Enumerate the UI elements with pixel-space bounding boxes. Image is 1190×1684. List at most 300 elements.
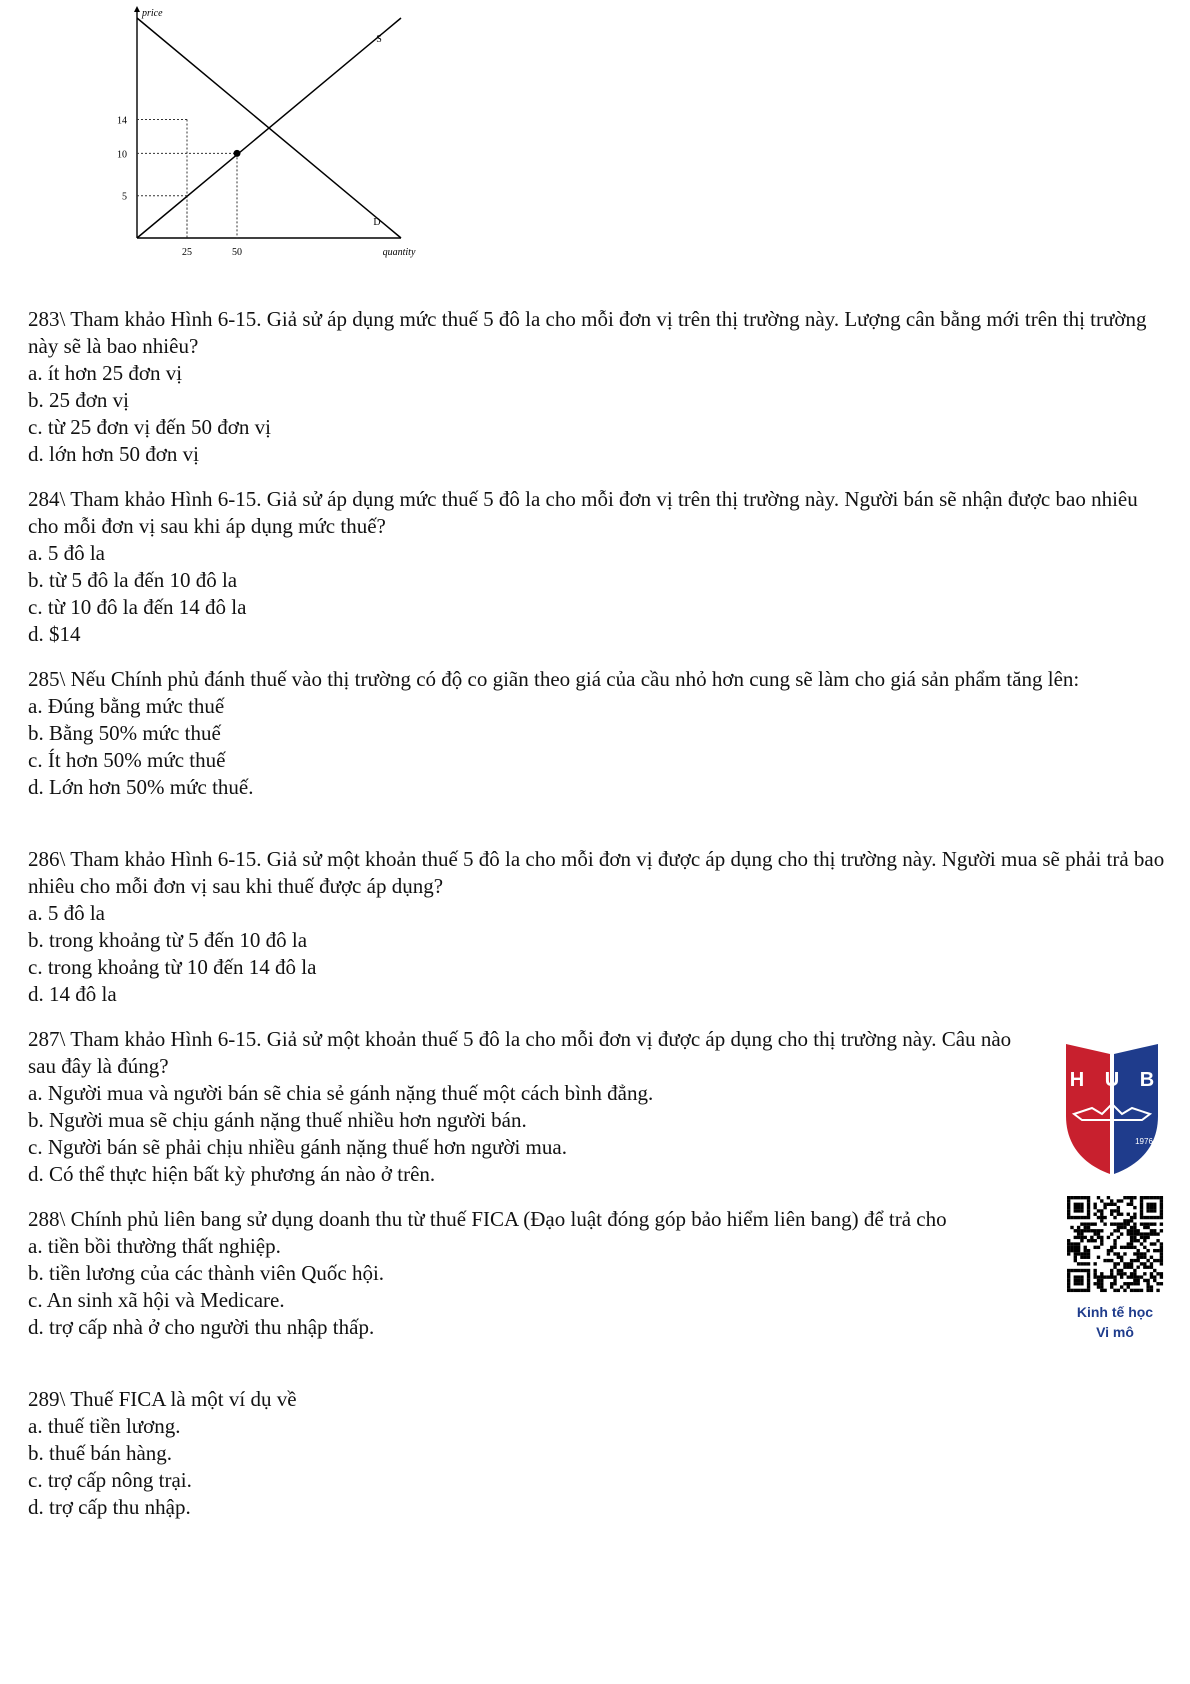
qr-module: [1110, 1259, 1113, 1262]
qr-module: [1133, 1275, 1136, 1278]
qr-module: [1100, 1219, 1103, 1222]
option-d: d. Có thể thực hiện bất kỳ phương án nào ở trên.: [28, 1162, 436, 1186]
qr-module: [1080, 1252, 1083, 1255]
qr-module: [1084, 1216, 1087, 1219]
qr-module: [1127, 1282, 1130, 1285]
qr-module: [1133, 1232, 1136, 1235]
qr-module: [1074, 1236, 1077, 1239]
qr-module: [1146, 1279, 1149, 1282]
qr-module: [1137, 1266, 1140, 1269]
qr-module: [1160, 1256, 1163, 1259]
qr-module: [1067, 1269, 1070, 1272]
x-tick-label: 25: [182, 247, 192, 258]
qr-module: [1103, 1206, 1106, 1209]
option-c: c. trợ cấp nông trại.: [28, 1468, 192, 1492]
qr-module: [1084, 1226, 1087, 1229]
qr-module: [1160, 1282, 1163, 1285]
qr-module: [1100, 1229, 1103, 1232]
qr-module: [1087, 1213, 1090, 1216]
option-c: c. trong khoảng từ 10 đến 14 đô la: [28, 955, 317, 979]
qr-module: [1087, 1279, 1090, 1282]
qr-module: [1130, 1196, 1133, 1199]
qr-module: [1084, 1246, 1087, 1249]
qr-module: [1150, 1289, 1153, 1292]
qr-module: [1100, 1239, 1103, 1242]
qr-module: [1080, 1236, 1083, 1239]
qr-module: [1067, 1213, 1070, 1216]
qr-module: [1120, 1256, 1123, 1259]
qr-module: [1140, 1275, 1143, 1278]
qr-module: [1087, 1222, 1090, 1225]
option-d: d. 14 đô la: [28, 982, 117, 1006]
qr-module: [1093, 1206, 1096, 1209]
qr-module: [1117, 1206, 1120, 1209]
qr-module: [1146, 1249, 1149, 1252]
qr-module: [1087, 1282, 1090, 1285]
qr-module: [1133, 1246, 1136, 1249]
qr-module: [1150, 1272, 1153, 1275]
qr-module: [1150, 1229, 1153, 1232]
qr-module: [1080, 1216, 1083, 1219]
qr-module: [1103, 1275, 1106, 1278]
qr-module: [1093, 1213, 1096, 1216]
qr-module: [1120, 1275, 1123, 1278]
qr-module: [1067, 1289, 1070, 1292]
qr-module: [1067, 1272, 1070, 1275]
qr-module: [1097, 1229, 1100, 1232]
qr-module: [1084, 1256, 1087, 1259]
qr-module: [1130, 1246, 1133, 1249]
qr-module: [1130, 1219, 1133, 1222]
qr-module: [1150, 1216, 1153, 1219]
question-stem: 286\ Tham khảo Hình 6-15. Giả sử một khoản thuế 5 đô la cho mỗi đơn vị được áp dụng cho thị trường này. Người mua sẽ phải trả bao nhiêu cho mỗi đơn vị sau khi thuế được áp dụng?: [28, 847, 1165, 898]
qr-module: [1093, 1269, 1096, 1272]
qr-module: [1153, 1269, 1156, 1272]
qr-module: [1130, 1282, 1133, 1285]
qr-module: [1123, 1246, 1126, 1249]
qr-module: [1123, 1219, 1126, 1222]
qr-module: [1146, 1206, 1149, 1209]
qr-module: [1110, 1222, 1113, 1225]
qr-code[interactable]: [1067, 1196, 1163, 1292]
question-stem: 288\ Chính phủ liên bang sử dụng doanh thu từ thuế FICA (Đạo luật đóng góp bảo hiểm liên bang) để trả cho: [28, 1207, 947, 1231]
qr-module: [1107, 1249, 1110, 1252]
qr-module: [1140, 1209, 1143, 1212]
qr-module: [1156, 1249, 1159, 1252]
qr-module: [1146, 1232, 1149, 1235]
qr-module: [1160, 1206, 1163, 1209]
qr-module: [1077, 1226, 1080, 1229]
qr-module: [1067, 1279, 1070, 1282]
question-stem: 287\ Tham khảo Hình 6-15. Giả sử một khoản thuế 5 đô la cho mỗi đơn vị được áp dụng cho thị trường này. Câu nào sau đây là đúng?: [28, 1027, 1012, 1078]
qr-module: [1160, 1259, 1163, 1262]
brand-line-1: Kinh tế học: [1076, 1304, 1154, 1320]
qr-module: [1120, 1213, 1123, 1216]
qr-module: [1100, 1209, 1103, 1212]
qr-module: [1103, 1289, 1106, 1292]
qr-module: [1067, 1209, 1070, 1212]
qr-module: [1087, 1275, 1090, 1278]
qr-module: [1103, 1259, 1106, 1262]
qr-module: [1113, 1216, 1116, 1219]
qr-module: [1087, 1199, 1090, 1202]
qr-module: [1153, 1229, 1156, 1232]
qr-module: [1133, 1279, 1136, 1282]
qr-module: [1074, 1216, 1077, 1219]
question-286: [28, 846, 1168, 1008]
qr-module: [1156, 1239, 1159, 1242]
qr-module: [1097, 1216, 1100, 1219]
qr-module: [1133, 1282, 1136, 1285]
option-b: b. Bằng 50% mức thuế: [28, 721, 221, 745]
qr-module: [1130, 1199, 1133, 1202]
qr-module: [1127, 1203, 1130, 1206]
qr-module: [1103, 1222, 1106, 1225]
qr-module: [1146, 1209, 1149, 1212]
qr-module: [1107, 1196, 1110, 1199]
qr-module: [1117, 1213, 1120, 1216]
qr-module: [1067, 1285, 1070, 1288]
qr-module: [1067, 1239, 1070, 1242]
qr-module: [1127, 1229, 1130, 1232]
qr-module: [1150, 1203, 1153, 1206]
option-a: a. 5 đô la: [28, 541, 105, 565]
qr-module: [1080, 1275, 1083, 1278]
qr-module: [1074, 1196, 1077, 1199]
qr-module: [1113, 1229, 1116, 1232]
qr-module: [1087, 1272, 1090, 1275]
qr-module: [1080, 1289, 1083, 1292]
qr-module: [1093, 1275, 1096, 1278]
series-label-s: S: [376, 34, 382, 45]
chart-labels: [117, 8, 416, 258]
qr-module: [1067, 1242, 1070, 1245]
qr-module: [1100, 1282, 1103, 1285]
qr-module: [1117, 1199, 1120, 1202]
qr-module: [1117, 1256, 1120, 1259]
qr-module: [1133, 1196, 1136, 1199]
qr-module: [1074, 1242, 1077, 1245]
qr-module: [1146, 1259, 1149, 1262]
qr-module: [1160, 1246, 1163, 1249]
qr-module: [1067, 1216, 1070, 1219]
qr-module: [1120, 1226, 1123, 1229]
qr-module: [1090, 1222, 1093, 1225]
qr-module: [1117, 1272, 1120, 1275]
logo-letter-b: B: [1139, 1069, 1155, 1091]
qr-module: [1087, 1209, 1090, 1212]
qr-module: [1137, 1259, 1140, 1262]
qr-module: [1090, 1239, 1093, 1242]
qr-module: [1160, 1209, 1163, 1212]
qr-module: [1137, 1232, 1140, 1235]
qr-module: [1130, 1239, 1133, 1242]
qr-module: [1077, 1289, 1080, 1292]
qr-module: [1143, 1236, 1146, 1239]
option-c: c. từ 25 đơn vị đến 50 đơn vị: [28, 415, 271, 439]
qr-module: [1080, 1279, 1083, 1282]
qr-module: [1143, 1279, 1146, 1282]
qr-module: [1130, 1262, 1133, 1265]
qr-module: [1093, 1229, 1096, 1232]
qr-module: [1100, 1272, 1103, 1275]
qr-module: [1146, 1226, 1149, 1229]
option-a: a. ít hơn 25 đơn vị: [28, 361, 183, 385]
qr-module: [1077, 1269, 1080, 1272]
qr-module: [1130, 1203, 1133, 1206]
qr-module: [1113, 1246, 1116, 1249]
qr-module: [1150, 1285, 1153, 1288]
qr-module: [1097, 1209, 1100, 1212]
qr-module: [1067, 1199, 1070, 1202]
qr-module: [1137, 1282, 1140, 1285]
qr-module: [1140, 1213, 1143, 1216]
option-c: c. An sinh xã hội và Medicare.: [28, 1288, 285, 1312]
qr-module: [1140, 1199, 1143, 1202]
qr-module: [1140, 1256, 1143, 1259]
qr-module: [1127, 1213, 1130, 1216]
chart-guides: [137, 120, 237, 238]
qr-module: [1156, 1272, 1159, 1275]
qr-module: [1123, 1289, 1126, 1292]
qr-module: [1097, 1236, 1100, 1239]
qr-module: [1130, 1259, 1133, 1262]
qr-module: [1087, 1239, 1090, 1242]
y-axis-label: price: [142, 8, 163, 19]
qr-module: [1070, 1242, 1073, 1245]
qr-module: [1077, 1252, 1080, 1255]
qr-module: [1117, 1229, 1120, 1232]
qr-module: [1137, 1249, 1140, 1252]
qr-module: [1130, 1226, 1133, 1229]
qr-module: [1117, 1289, 1120, 1292]
qr-module: [1070, 1289, 1073, 1292]
qr-module: [1113, 1282, 1116, 1285]
qr-module: [1087, 1203, 1090, 1206]
qr-module: [1150, 1209, 1153, 1212]
qr-module: [1087, 1206, 1090, 1209]
qr-module: [1137, 1239, 1140, 1242]
qr-module: [1097, 1256, 1100, 1259]
qr-module: [1087, 1252, 1090, 1255]
qr-module: [1160, 1272, 1163, 1275]
qr-module: [1160, 1199, 1163, 1202]
qr-module: [1093, 1232, 1096, 1235]
qr-module: [1080, 1262, 1083, 1265]
qr-module: [1146, 1222, 1149, 1225]
qr-module: [1107, 1203, 1110, 1206]
qr-module: [1127, 1285, 1130, 1288]
qr-module: [1067, 1252, 1070, 1255]
qr-module: [1153, 1206, 1156, 1209]
option-b: b. từ 5 đô la đến 10 đô la: [28, 568, 238, 592]
qr-module: [1100, 1242, 1103, 1245]
y-tick-label: 5: [122, 191, 127, 203]
option-b: b. thuế bán hàng.: [28, 1441, 173, 1465]
qr-module: [1153, 1216, 1156, 1219]
qr-module: [1117, 1222, 1120, 1225]
qr-module: [1100, 1289, 1103, 1292]
qr-module: [1070, 1196, 1073, 1199]
logo-year: 1976: [1135, 1137, 1153, 1146]
qr-module: [1120, 1259, 1123, 1262]
y-tick-label: 14: [117, 115, 127, 127]
chart-axes: [134, 6, 401, 238]
qr-module: [1107, 1252, 1110, 1255]
qr-module: [1070, 1246, 1073, 1249]
qr-module: [1087, 1216, 1090, 1219]
qr-module: [1130, 1242, 1133, 1245]
option-d: d. trợ cấp thu nhập.: [28, 1495, 191, 1519]
qr-module: [1084, 1289, 1087, 1292]
qr-module: [1067, 1196, 1070, 1199]
qr-module: [1150, 1222, 1153, 1225]
qr-module: [1080, 1229, 1083, 1232]
logo-letter-h: H: [1069, 1069, 1085, 1091]
qr-module: [1074, 1289, 1077, 1292]
qr-module: [1156, 1216, 1159, 1219]
qr-module: [1113, 1252, 1116, 1255]
qr-module: [1110, 1199, 1113, 1202]
qr-module: [1110, 1232, 1113, 1235]
qr-module: [1123, 1196, 1126, 1199]
qr-module: [1133, 1222, 1136, 1225]
y-axis-arrow: [134, 6, 140, 12]
qr-module: [1080, 1239, 1083, 1242]
qr-module: [1146, 1266, 1149, 1269]
qr-module: [1150, 1232, 1153, 1235]
qr-module: [1133, 1206, 1136, 1209]
qr-module: [1160, 1222, 1163, 1225]
qr-module: [1143, 1262, 1146, 1265]
question-289: [28, 1386, 1168, 1521]
qr-module: [1130, 1275, 1133, 1278]
qr-module: [1084, 1222, 1087, 1225]
qr-module: [1140, 1222, 1143, 1225]
qr-module: [1087, 1256, 1090, 1259]
question-287: [28, 1026, 1028, 1188]
qr-module: [1074, 1275, 1077, 1278]
qr-module: [1120, 1269, 1123, 1272]
qr-module: [1110, 1275, 1113, 1278]
qr-module: [1100, 1213, 1103, 1216]
qr-module: [1093, 1239, 1096, 1242]
qr-module: [1087, 1289, 1090, 1292]
qr-module: [1077, 1279, 1080, 1282]
qr-module: [1123, 1272, 1126, 1275]
qr-module: [1080, 1206, 1083, 1209]
qr-module: [1074, 1279, 1077, 1282]
qr-module: [1077, 1229, 1080, 1232]
qr-module: [1084, 1196, 1087, 1199]
qr-module: [1156, 1282, 1159, 1285]
qr-module: [1113, 1239, 1116, 1242]
qr-module: [1100, 1236, 1103, 1239]
qr-module: [1140, 1236, 1143, 1239]
supply-demand-chart: [110, 0, 416, 280]
qr-module: [1140, 1232, 1143, 1235]
qr-module: [1133, 1229, 1136, 1232]
qr-module: [1093, 1203, 1096, 1206]
qr-module: [1160, 1216, 1163, 1219]
qr-module: [1153, 1203, 1156, 1206]
qr-module: [1074, 1206, 1077, 1209]
qr-module: [1143, 1256, 1146, 1259]
qr-module: [1130, 1216, 1133, 1219]
option-c: c. Người bán sẽ phải chịu nhiều gánh nặng thuế hơn người mua.: [28, 1135, 567, 1159]
logo-letter-u: U: [1104, 1069, 1120, 1091]
qr-module: [1127, 1242, 1130, 1245]
qr-module: [1140, 1289, 1143, 1292]
qr-module: [1087, 1269, 1090, 1272]
question-stem: 283\ Tham khảo Hình 6-15. Giả sử áp dụng mức thuế 5 đô la cho mỗi đơn vị trên thị trường này. Lượng cân bằng mới trên thị trường này sẽ là bao nhiêu?: [28, 307, 1147, 358]
qr-module: [1113, 1203, 1116, 1206]
qr-module: [1143, 1252, 1146, 1255]
qr-module: [1156, 1259, 1159, 1262]
qr-module: [1117, 1252, 1120, 1255]
qr-module: [1123, 1226, 1126, 1229]
qr-module: [1140, 1206, 1143, 1209]
option-a: a. tiền bồi thường thất nghiệp.: [28, 1234, 281, 1258]
option-d: d. lớn hơn 50 đơn vị: [28, 442, 199, 466]
qr-module: [1120, 1222, 1123, 1225]
qr-module: [1143, 1272, 1146, 1275]
qr-module: [1093, 1262, 1096, 1265]
qr-module: [1137, 1279, 1140, 1282]
qr-module: [1160, 1262, 1163, 1265]
qr-module: [1127, 1275, 1130, 1278]
qr-module: [1070, 1249, 1073, 1252]
qr-module: [1067, 1275, 1070, 1278]
qr-module: [1150, 1266, 1153, 1269]
qr-module: [1117, 1209, 1120, 1212]
qr-module: [1123, 1262, 1126, 1265]
qr-module: [1153, 1249, 1156, 1252]
qr-module: [1140, 1216, 1143, 1219]
qr-module: [1137, 1256, 1140, 1259]
qr-module: [1153, 1259, 1156, 1262]
qr-module: [1146, 1289, 1149, 1292]
qr-module: [1137, 1229, 1140, 1232]
qr-module: [1077, 1249, 1080, 1252]
qr-module: [1120, 1232, 1123, 1235]
qr-module: [1133, 1289, 1136, 1292]
qr-module: [1090, 1236, 1093, 1239]
qr-module: [1143, 1196, 1146, 1199]
qr-module: [1070, 1216, 1073, 1219]
qr-module: [1113, 1242, 1116, 1245]
qr-module: [1100, 1279, 1103, 1282]
qr-module: [1110, 1269, 1113, 1272]
question-283: [28, 306, 1168, 468]
qr-module: [1127, 1196, 1130, 1199]
option-b: b. tiền lương của các thành viên Quốc hội.: [28, 1261, 385, 1285]
qr-module: [1153, 1279, 1156, 1282]
qr-module: [1117, 1226, 1120, 1229]
qr-module: [1084, 1249, 1087, 1252]
qr-module: [1074, 1256, 1077, 1259]
qr-module: [1074, 1249, 1077, 1252]
qr-module: [1097, 1196, 1100, 1199]
qr-module: [1160, 1196, 1163, 1199]
qr-module: [1080, 1282, 1083, 1285]
qr-module: [1087, 1262, 1090, 1265]
qr-module: [1080, 1203, 1083, 1206]
qr-module: [1117, 1269, 1120, 1272]
qr-module: [1087, 1285, 1090, 1288]
qr-module: [1120, 1199, 1123, 1202]
qr-module: [1160, 1242, 1163, 1245]
